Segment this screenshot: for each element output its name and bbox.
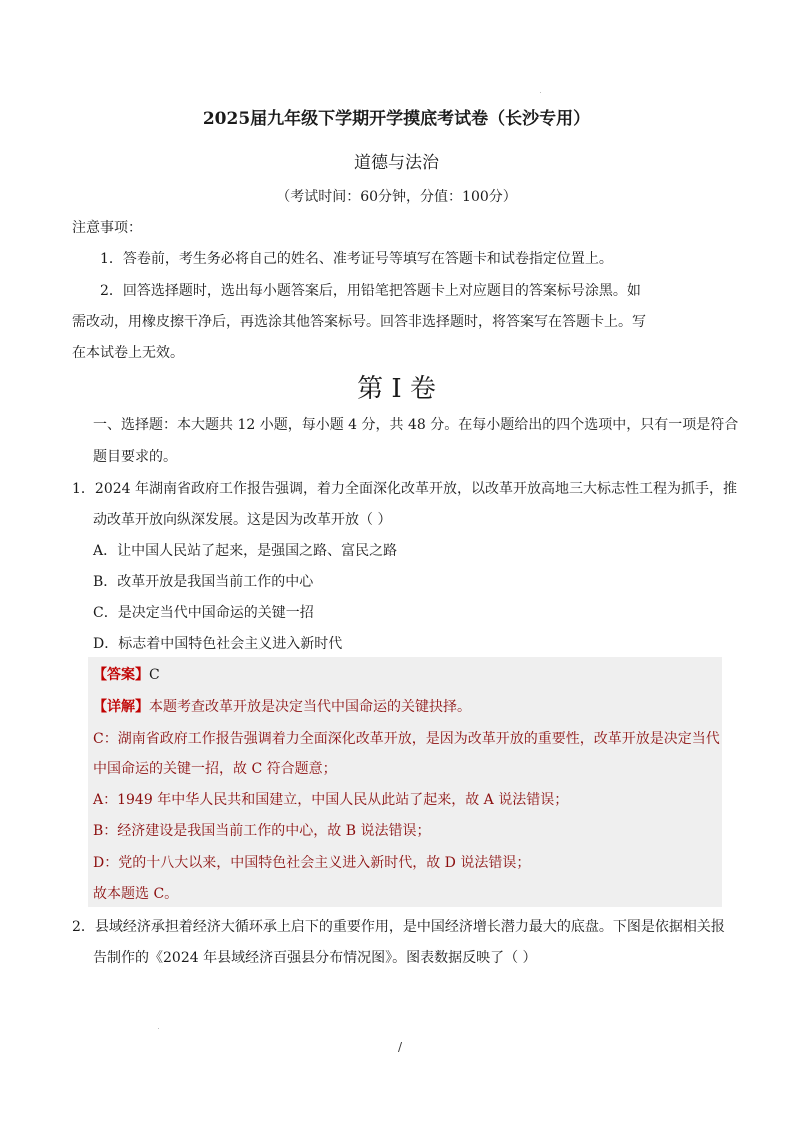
question-1-option-c: C．是决定当代中国命运的关键一招 bbox=[93, 605, 314, 621]
detail-tag: 【详解】 bbox=[93, 699, 149, 715]
page-mark: / bbox=[398, 1040, 403, 1054]
detail-line bbox=[93, 696, 471, 716]
explanation-line-1: C：湖南省政府工作报告强调着力全面深化改革开放，是因为改革开放的重要性，改革开放是决定当代 bbox=[93, 731, 720, 747]
exam-info: （考试时间：60分钟，分值：100分） bbox=[276, 189, 517, 205]
question-1-option-d: D．标志着中国特色社会主义进入新时代 bbox=[93, 636, 343, 652]
section-instructions-line-1: 一、选择题：本大题共 12 小题，每小题 4 分，共 48 分。在每小题给出的四个选项中，只有一项是符合 bbox=[93, 417, 739, 433]
answer-tag: 【答案】 bbox=[93, 667, 149, 683]
answer-conclusion: 故本题选 C。 bbox=[93, 886, 179, 902]
notes-item-2-line-3: 在本试卷上无效。 bbox=[72, 345, 184, 361]
notes-item-2-line-2: 需改动，用橡皮擦干净后，再选涂其他答案标号。回答非选择题时，将答案写在答题卡上。写 bbox=[72, 314, 646, 330]
notes-item-2-line-1: 2．回答选择题时，选出每小题答案后，用铅笔把答题卡上对应题目的答案标号涂黑。如 bbox=[100, 283, 641, 299]
question-1-line-1: 1．2024 年湖南省政府工作报告强调，着力全面深化改革开放，以改革开放高地三大标志性工程为抓手，推 bbox=[72, 481, 737, 497]
section-instructions-line-2: 题目要求的。 bbox=[93, 449, 177, 465]
scan-speck bbox=[158, 1028, 159, 1029]
question-2-line-2: 告制作的《2024 年县域经济百强县分布情况图》。图表数据反映了（ ） bbox=[93, 950, 537, 966]
answer-line bbox=[93, 664, 160, 684]
exam-title: 2025届九年级下学期开学摸底考试卷（长沙专用） bbox=[202, 109, 591, 129]
question-1-option-a: A．让中国人民站了起来，是强国之路、富民之路 bbox=[93, 543, 398, 559]
detail-text: 本题考查改革开放是决定当代中国命运的关键抉择。 bbox=[149, 699, 471, 715]
explanation-line-4: B：经济建设是我国当前工作的中心，故 B 说法错误； bbox=[93, 823, 431, 839]
question-2-line-1: 2．县域经济承担着经济大循环承上启下的重要作用，是中国经济增长潜力最大的底盘。下图是依据相关报 bbox=[72, 919, 725, 935]
question-1-option-b: B．改革开放是我国当前工作的中心 bbox=[93, 574, 314, 590]
question-1-line-2: 动改革开放向纵深发展。这是因为改革开放（ ） bbox=[93, 512, 392, 528]
explanation-line-3: A：1949 年中华人民共和国建立，中国人民从此站了起来，故 A 说法错误； bbox=[93, 792, 569, 808]
part-title: 第 I 卷 bbox=[357, 374, 436, 404]
subject-title: 道德与法治 bbox=[354, 153, 439, 173]
explanation-line-2: 中国命运的关键一招，故 C 符合题意； bbox=[93, 761, 337, 777]
notes-item-1: 1．答卷前，考生务必将自己的姓名、准考证号等填写在答题卡和试卷指定位置上。 bbox=[100, 251, 613, 267]
scan-speck bbox=[540, 92, 541, 93]
answer-value: C bbox=[149, 667, 160, 683]
notes-heading: 注意事项： bbox=[72, 220, 142, 236]
explanation-line-5: D：党的十八大以来，中国特色社会主义进入新时代，故 D 说法错误； bbox=[93, 855, 531, 871]
